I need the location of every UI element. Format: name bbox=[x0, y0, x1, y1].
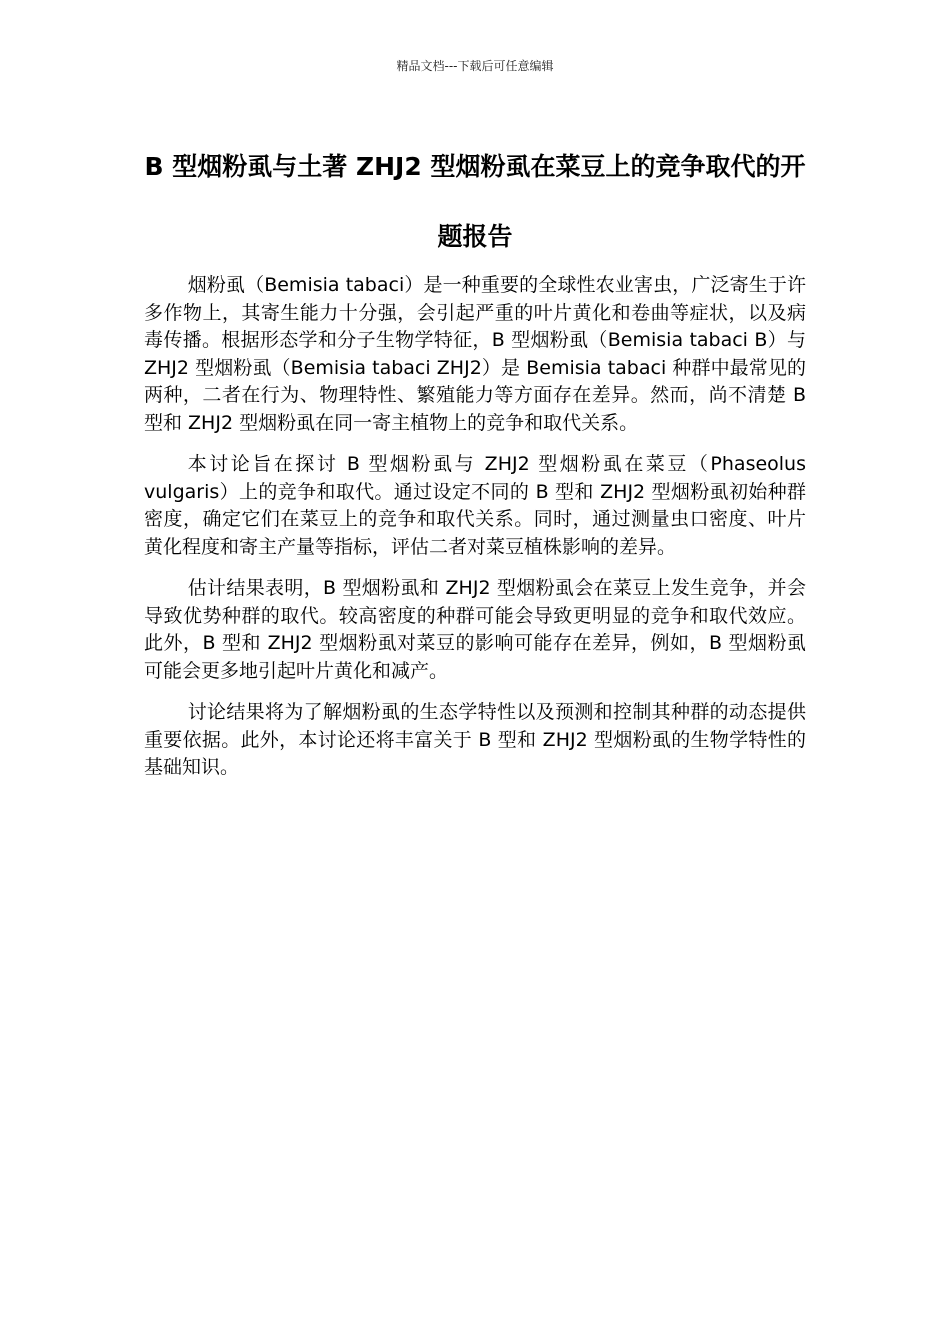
paragraph-background: 烟粉虱（Bemisia tabaci）是一种重要的全球性农业害虫，广泛寄生于许多作物上，其寄生能力十分强，会引起严重的叶片黄化和卷曲等症状，以及病毒传播。根据形态学和分子生物学特征，B 型烟粉虱（Bemisia tabaci B）与 ZHJ2 型烟粉虱（Bemisia tabaci ZHJ2）是 Bemisia tabaci 种群中最常见的两种，二者在行为、物理特性、繁殖能力等方面存在差异。然而，尚不清楚 B 型和 ZHJ2 型烟粉虱在同一寄主植物上的竞争和取代关系。 bbox=[144, 274, 806, 434]
paragraph-expected-results: 估计结果表明，B 型烟粉虱和 ZHJ2 型烟粉虱会在菜豆上发生竞争，并会导致优势种群的取代。较高密度的种群可能会导致更明显的竞争和取代效应。此外，B 型和 ZHJ2 型烟粉虱对菜豆的影响可能存在差异，例如，B 型烟粉虱可能会更多地引起叶片黄化和减产。 bbox=[144, 577, 806, 682]
document-body bbox=[144, 272, 806, 796]
page-header: 精品文档---下载后可任意编辑 bbox=[396, 59, 554, 73]
paragraph-significance: 讨论结果将为了解烟粉虱的生态学特性以及预测和控制其种群的动态提供重要依据。此外，本讨论还将丰富关于 B 型和 ZHJ2 型烟粉虱的生物学特性的基础知识。 bbox=[144, 701, 806, 778]
paragraph-objective: 本讨论旨在探讨 B 型烟粉虱与 ZHJ2 型烟粉虱在菜豆（Phaseolus vulgaris）上的竞争和取代。通过设定不同的 B 型和 ZHJ2 型烟粉虱初始种群密度，确定它们在菜豆上的竞争和取代关系。同时，通过测量虫口密度、叶片黄化程度和寄主产量等指标，评估二者对菜豆植株影响的差异。 bbox=[144, 453, 806, 558]
document-title: B 型烟粉虱与土著 ZHJ2 型烟粉虱在菜豆上的竞争取代的开题报告 bbox=[144, 152, 806, 251]
